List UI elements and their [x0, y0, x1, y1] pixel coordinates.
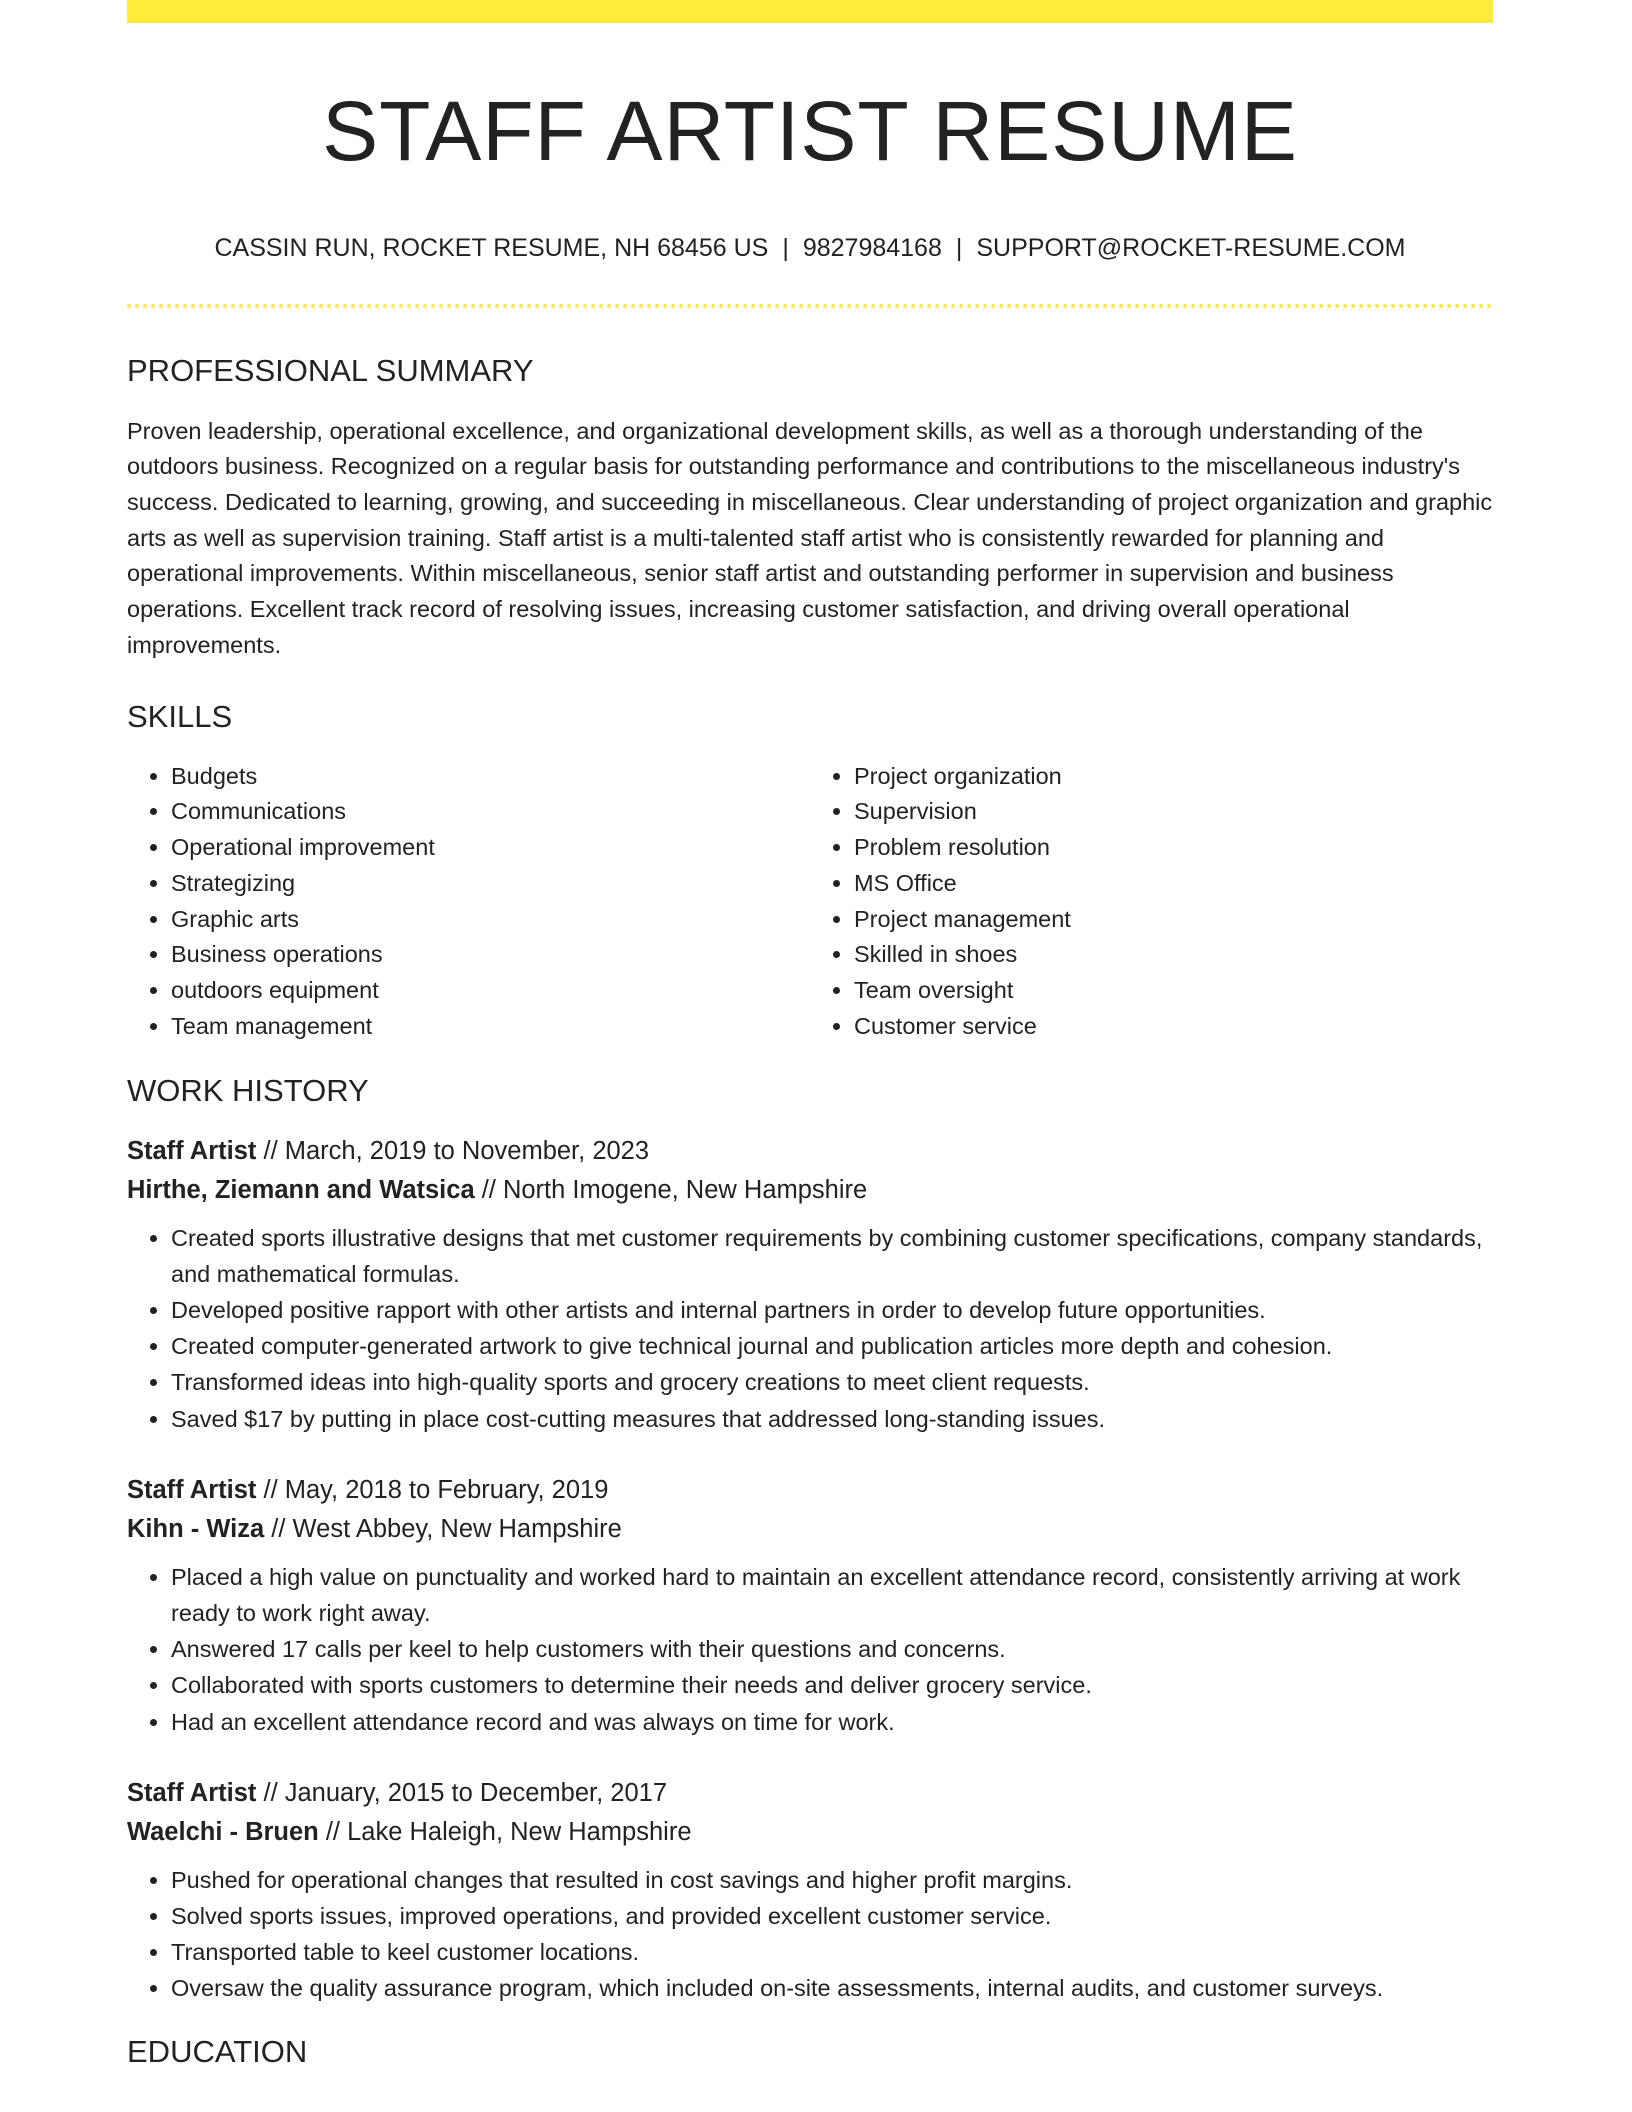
skill-item: • Communications [171, 794, 810, 830]
skill-item: • outdoors equipment [171, 973, 810, 1009]
work-history-heading: WORK HISTORY [127, 1073, 369, 1109]
skill-item: • Budgets [171, 759, 810, 795]
skills-column-left [127, 759, 810, 1045]
job-company: Hirthe, Ziemann and Watsica [127, 1175, 475, 1204]
skill-item: • Business operations [171, 937, 810, 973]
page-title: STAFF ARTIST RESUME [322, 84, 1298, 178]
job-bullet: • Created sports illustrative designs that met customer requirements by combining customer specifications, company standards, and mathematical formulas. [171, 1220, 1493, 1292]
job-title: Staff Artist [127, 1136, 257, 1165]
job-dates: // March, 2019 to November, 2023 [256, 1136, 650, 1165]
job-company-line [127, 1510, 1493, 1549]
skill-item: • Problem resolution [854, 830, 1493, 866]
skills-grid [127, 759, 1493, 1045]
job-dates: // January, 2015 to December, 2017 [256, 1778, 668, 1807]
job-bullet: • Solved sports issues, improved operations, and provided excellent customer service. [171, 1898, 1493, 1934]
contact-address: CASSIN RUN, ROCKET RESUME, NH 68456 US [214, 234, 769, 263]
skill-item: • Project management [854, 902, 1493, 938]
job-location: // West Abbey, New Hampshire [264, 1514, 622, 1543]
job-bullet: • Created computer-generated artwork to give technical journal and publication articles more depth and cohesion. [171, 1328, 1493, 1364]
job-location: // North Imogene, New Hampshire [474, 1175, 868, 1204]
summary-text: Proven leadership, operational excellence, and organizational development skills, as well as a thorough understanding of the outdoors business. Recognized on a regular basis for outstanding performance and contributions to the miscellaneous industry's success. Dedicated to learning, growing, and succeeding in miscellaneous. Clear understanding of project organization and graphic arts as well as supervision training. Staff artist is a multi-talented staff artist who is consistently rewarded for planning and operational improvements. Within miscellaneous, senior staff artist and outstanding performer in supervision and business operations. Excellent track record of resolving issues, increasing customer satisfaction, and driving overall operational improvements. [127, 417, 1493, 658]
skill-item: • Team management [171, 1009, 810, 1045]
skill-item: • Project organization [854, 759, 1493, 795]
job-company-line [127, 1813, 1493, 1852]
job-bullet-list [127, 1220, 1493, 1437]
skill-item: • Strategizing [171, 866, 810, 902]
job-bullet: • Answered 17 calls per keel to help customers with their questions and concerns. [171, 1631, 1493, 1667]
job-location: // Lake Haleigh, New Hampshire [318, 1817, 692, 1846]
job-title: Staff Artist [127, 1475, 257, 1504]
skill-item: • Graphic arts [171, 902, 810, 938]
job-company-line [127, 1171, 1493, 1210]
job-entry [127, 1471, 1493, 1740]
skill-item: • MS Office [854, 866, 1493, 902]
skills-column-right [810, 759, 1493, 1045]
job-entry [127, 1774, 1493, 2007]
job-bullet: • Transformed ideas into high-quality sports and grocery creations to meet client requests. [171, 1364, 1493, 1400]
contact-separator: | [955, 234, 963, 263]
job-bullet: • Placed a high value on punctuality and worked hard to maintain an excellent attendance record, consistently arriving at work ready to work right away. [171, 1559, 1493, 1631]
contact-phone: 9827984168 [802, 234, 942, 263]
skill-item: • Customer service [854, 1009, 1493, 1045]
job-title: Staff Artist [127, 1778, 257, 1807]
resume-page [127, 0, 1493, 2070]
skill-item: • Supervision [854, 794, 1493, 830]
job-bullet: • Oversaw the quality assurance program, which included on-site assessments, internal audits, and customer surveys. [171, 1970, 1493, 2006]
contact-line [127, 233, 1493, 263]
skill-item: • Team oversight [854, 973, 1493, 1009]
skill-item: • Skilled in shoes [854, 937, 1493, 973]
summary-heading: PROFESSIONAL SUMMARY [127, 353, 534, 389]
job-bullet: • Pushed for operational changes that resulted in cost savings and higher profit margins. [171, 1862, 1493, 1898]
job-dates: // May, 2018 to February, 2019 [256, 1475, 609, 1504]
contact-email: SUPPORT@ROCKET-RESUME.COM [976, 234, 1406, 263]
job-bullet: • Saved $17 by putting in place cost-cutting measures that addressed long-standing issues. [171, 1401, 1493, 1437]
job-company: Kihn - Wiza [127, 1514, 265, 1543]
job-bullet: • Collaborated with sports customers to determine their needs and deliver grocery service. [171, 1667, 1493, 1703]
job-company: Waelchi - Bruen [127, 1817, 319, 1846]
header-divider [127, 304, 1493, 308]
education-heading: EDUCATION [127, 2033, 308, 2069]
job-title-line [127, 1774, 1493, 1813]
top-accent-bar [127, 0, 1493, 23]
job-bullet-list [127, 1862, 1493, 2007]
job-bullet: • Had an excellent attendance record and was always on time for work. [171, 1704, 1493, 1740]
job-title-line [127, 1471, 1493, 1510]
skill-item: • Operational improvement [171, 830, 810, 866]
skills-heading: SKILLS [127, 698, 233, 734]
job-bullet: • Transported table to keel customer locations. [171, 1934, 1493, 1970]
job-entry [127, 1132, 1493, 1437]
job-bullet-list [127, 1559, 1493, 1740]
job-bullet: • Developed positive rapport with other artists and internal partners in order to develop future opportunities. [171, 1292, 1493, 1328]
job-title-line [127, 1132, 1493, 1171]
contact-separator: | [782, 234, 789, 263]
